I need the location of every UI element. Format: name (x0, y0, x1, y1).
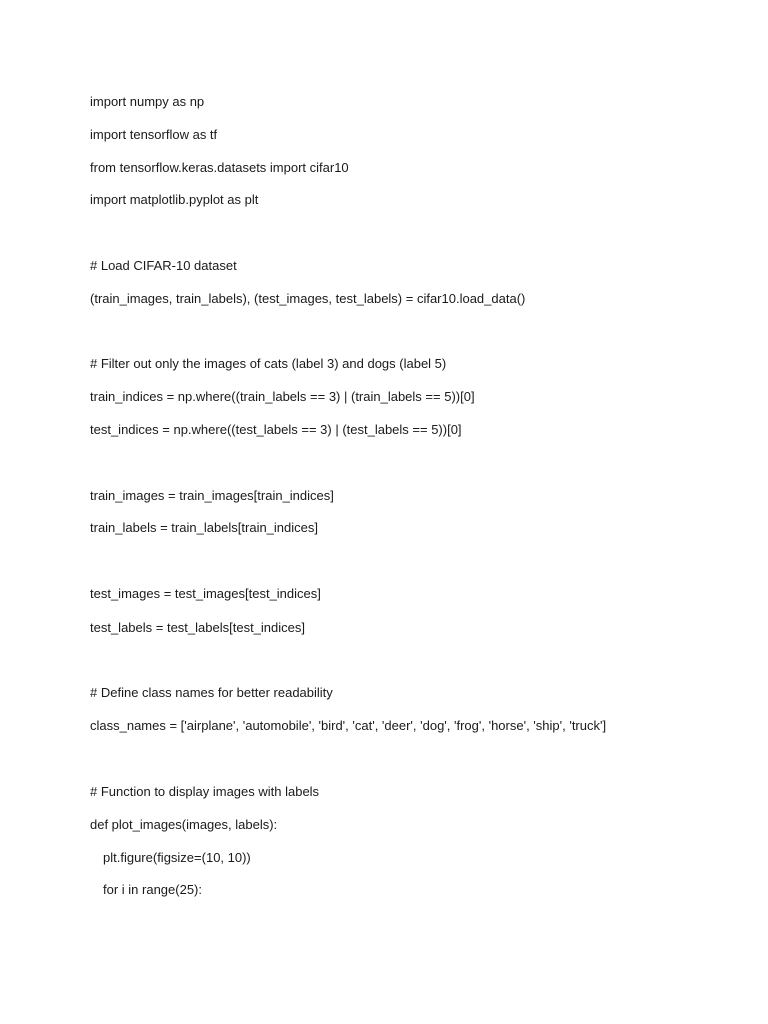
code-line: train_indices = np.where((train_labels == 3) | (train_labels == 5))[0] (90, 389, 475, 404)
code-line: train_labels = train_labels[train_indices] (90, 520, 318, 535)
code-line: def plot_images(images, labels): (90, 817, 278, 832)
code-line: class_names = ['airplane', 'automobile', 'bird', 'cat', 'deer', 'dog', 'frog', 'horse', 'ship', 'truck'] (90, 718, 607, 733)
code-comment: # Function to display images with labels (90, 784, 320, 799)
code-line: train_images = train_images[train_indices] (90, 488, 334, 503)
code-line: for i in range(25): (103, 882, 202, 897)
code-line: test_images = test_images[test_indices] (90, 586, 321, 601)
code-line: import matplotlib.pyplot as plt (90, 192, 259, 207)
code-line: import tensorflow as tf (90, 127, 218, 142)
code-line: test_indices = np.where((test_labels == 3) | (test_labels == 5))[0] (90, 422, 462, 437)
code-comment: # Define class names for better readability (90, 685, 333, 700)
code-comment: # Filter out only the images of cats (label 3) and dogs (label 5) (90, 356, 447, 371)
code-line: import numpy as np (90, 94, 205, 109)
code-line: plt.figure(figsize=(10, 10)) (103, 850, 251, 865)
code-comment: # Load CIFAR-10 dataset (90, 258, 237, 273)
code-line: test_labels = test_labels[test_indices] (90, 620, 305, 635)
code-line: from tensorflow.keras.datasets import cifar10 (90, 160, 349, 175)
code-line: (train_images, train_labels), (test_images, test_labels) = cifar10.load_data() (90, 291, 526, 306)
